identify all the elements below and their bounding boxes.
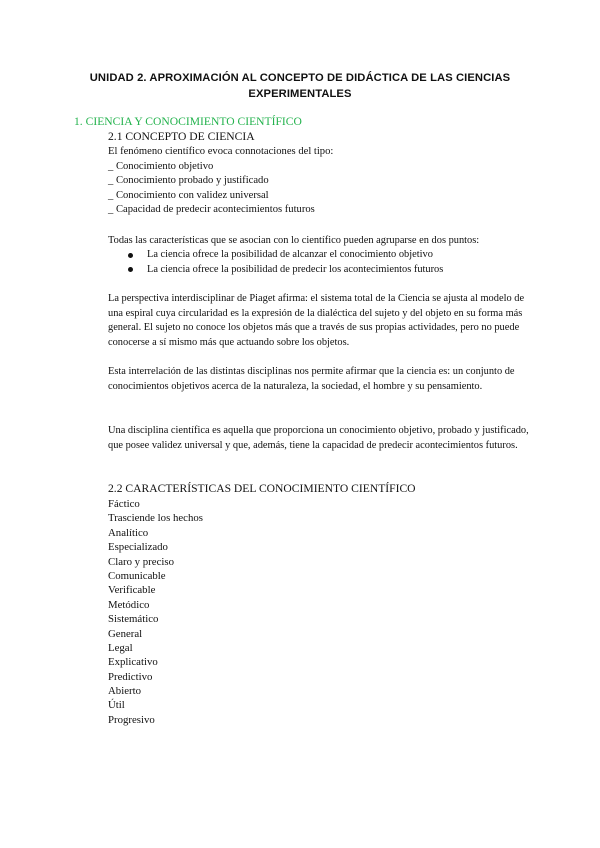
list-item: Analítico [108,526,149,539]
section-1-heading: 1. CIENCIA Y CONOCIMIENTO CIENTÍFICO [74,115,302,128]
characteristics-list [108,497,203,727]
list-item: Fáctico [108,498,140,510]
connotations-block [108,145,533,218]
document-title-line-1: UNIDAD 2. APROXIMACIÓN AL CONCEPTO DE DIDÁCTICA DE LAS CIENCIAS [89,72,511,84]
bullet-icon [128,253,133,258]
paragraph-text: La perspectiva interdisciplinar de Piaget afirma: el sistema total de la Ciencia se ajusta al modelo de una espiral cuya circularidad es la expresión de la dialéctica del sujeto y del objeto en su forma más general. El sujeto no conoce los objetos más que a través de sus propias actividades, pero no puede conocerse a sí mismo más que actuando sobre los objetos. [108,293,525,348]
bullet-item [125,248,443,263]
paragraph-piaget [108,292,533,350]
subsection-2-1-heading: 2.1 CONCEPTO DE CIENCIA [108,130,255,143]
list-item: Comunicable [108,569,166,582]
list-item: Abierto [108,685,141,698]
document-title-line-2: EXPERIMENTALES [248,88,352,100]
group-intro [108,234,533,249]
bullet-item [125,263,443,278]
list-item: Sistemático [108,613,159,626]
group-intro-text: Todas las características que se asocian con lo científico pueden agruparse en dos puntos: [108,235,480,246]
list-item: Metódico [108,598,150,611]
list-item: Útil [108,699,125,712]
list-item: General [108,627,143,640]
connotations-intro: El fenómeno científico evoca connotaciones del tipo: [108,146,334,157]
list-item: _ Conocimiento con validez universal [108,189,269,201]
list-item: Trasciende los hechos [108,512,203,525]
list-item: Predictivo [108,670,153,683]
document-title [60,70,540,102]
list-item: _ Conocimiento probado y justificado [108,175,269,186]
list-item: _ Conocimiento objetivo [108,160,214,172]
list-item: Verificable [108,584,156,597]
paragraph-text: Una disciplina científica es aquella que proporciona un conocimiento objetivo, probado y justificado, que posee validez universal y que, además, tiene la capacidad de predecir acontecimientos futuros. [108,425,529,451]
bullet-text: La ciencia ofrece la posibilidad de alcanzar el conocimiento objetivo [147,249,433,260]
bullet-text: La ciencia ofrece la posibilidad de predecir los acontecimientos futuros [147,263,444,275]
list-item: Legal [108,641,133,654]
list-item: Progresivo [108,713,155,726]
bullet-icon [128,267,133,272]
list-item: Claro y preciso [108,555,174,568]
paragraph-text: Esta interrelación de las distintas disciplinas nos permite afirmar que la ciencia es: un conjunto de conocimientos objetivos acerca de la naturaleza, la sociedad, el hombre y su pensamiento. [108,366,515,392]
bullet-list [125,248,443,277]
list-item: _ Capacidad de predecir acontecimientos futuros [108,204,315,215]
list-item: Especializado [108,541,168,554]
subsection-2-2-heading: 2.2 CARACTERÍSTICAS DEL CONOCIMIENTO CIENTÍFICO [108,482,416,495]
paragraph-interrelation [108,365,533,394]
list-item: Explicativo [108,656,158,669]
paragraph-discipline [108,424,533,453]
